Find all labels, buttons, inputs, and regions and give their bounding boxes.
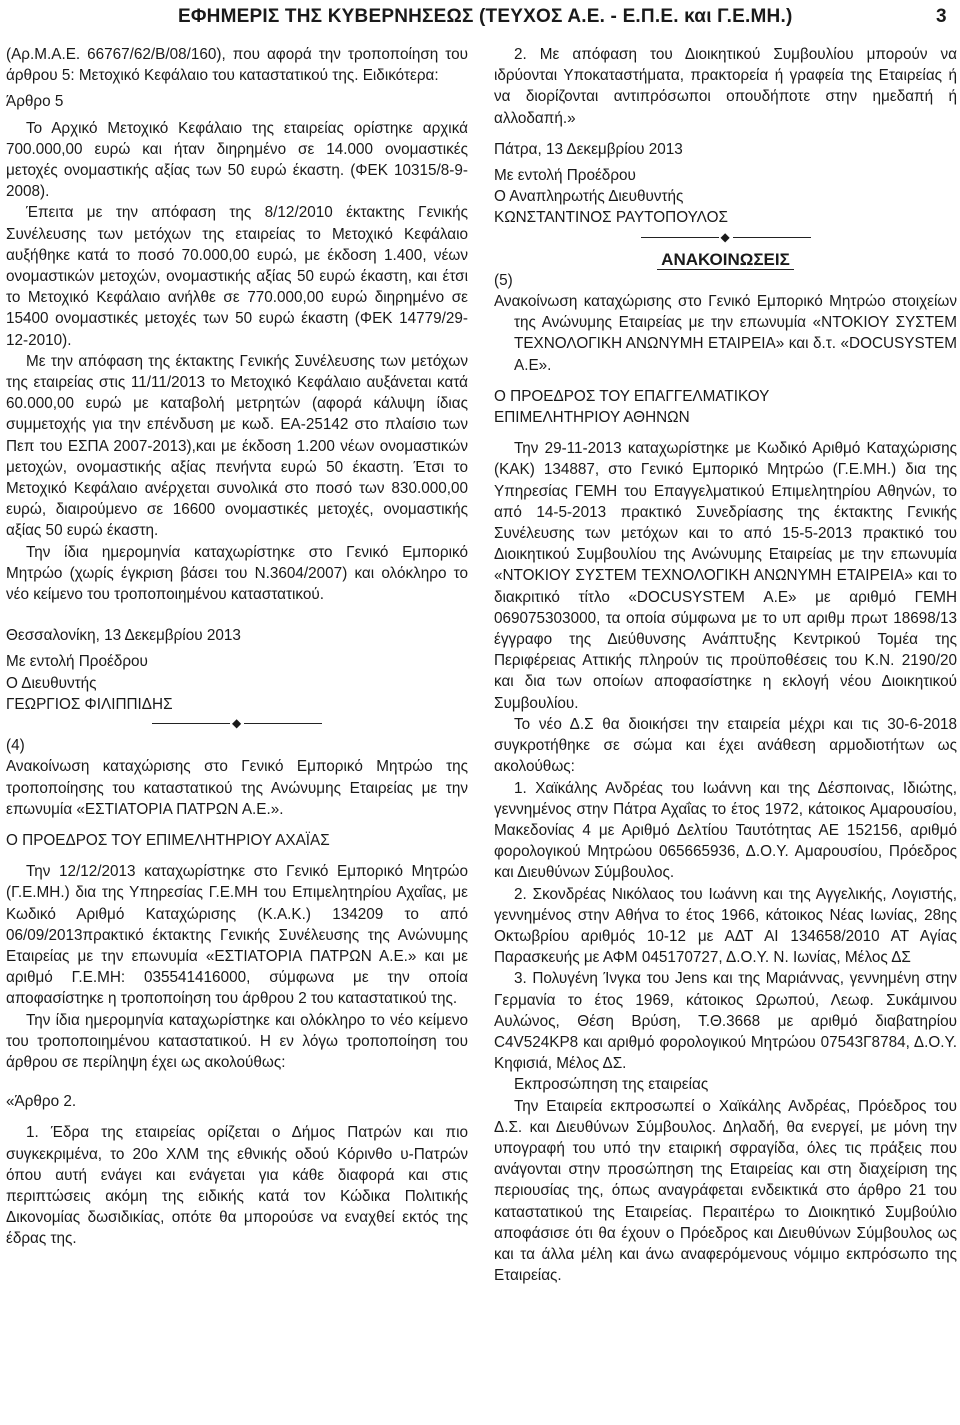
- signature-name: ΚΩΝΣΤΑΝΤΙΝΟΣ ΡΑΥΤΟΠΟΥΛΟΣ: [494, 209, 728, 227]
- announcement-number: (5): [494, 271, 513, 289]
- paragraph: Την Εταιρεία εκπροσωπεί ο Χαϊκάλης Ανδρέας, Πρόεδρος του Δ.Σ. και Διευθύνων Σύμβουλος. Δηλαδή, θα ενεργεί, με μόνη την υπογραφή του υπό την εταιρική σφραγίδα, όλες τις πράξεις που ανάγονται στην προσώπηση της Εταιρείας και στη διαχείριση της περιουσίας της, όπως αναγράφεται ενδεικτικά στο άρθρο 21 του καταστατικού της Εταιρείας. Περαιτέρω το Διοικητικό Συμβούλιο αποφάσισε ότι θα έχουν ο Πρόεδρος και Διευθύνων Σύμβουλος ως και τα άλλα μέλη και άνω αναφερόμενους νόμιμο εκπρόσωπο της Εταιρείας.: [494, 1097, 957, 1285]
- signature-place-date: Πάτρα, 13 Δεκεμβρίου 2013: [494, 140, 683, 158]
- paragraph: 1. Χαϊκάλης Ανδρέας του Ιωάννη και της Δέσποινας, Ιδιώτης, γεννημένος στην Πάτρα Αχαΐας το έτος 1972, κάτοικος Αμαρουσίου, Μακεδονίας 4 με Αριθμό Δελτίου Ταυτότητας ΑΕ 152156, αριθμό φορολογικού Μητρώου 065665936, Δ.Ο.Υ. Αμαρουσίου, Πρόεδρος και Διευθύνων Σύμβουλος.: [494, 779, 957, 882]
- page-header: [0, 0, 960, 40]
- paragraph: 1. Έδρα της εταιρείας ορίζεται ο Δήμος Πατρών και πιο συγκεκριμένα, το 20ο ΧΛΜ της εθνικής οδού Κόρινθο υ-Πατρών όπου αυτή ενάγει και ενάγεται για κάθε διαφορά και στις περιπτώσεις ακόμη της ειδικής κατά τον Κώδικα Πολιτικής Δικονομίας δωσιδικίας, οπότε θα μπορούσε να εναχθεί εκτός της έδρας της.: [6, 1124, 468, 1248]
- signature-place-date: Θεσσαλονίκη, 13 Δεκεμβρίου 2013: [6, 627, 241, 645]
- paragraph: 3. Πολυγένη Ίνγκα του Jens και της Μαριάννας, γεννημένη στην Γερμανία το έτος 1969, κάτοικος Ωρωπού, Λεωφ. Συκάμινου Αυλώνος, Θέση Βρύση, Τ.Θ.3668 με αριθμό διαβατηρίου C4V524KP8 και αριθμό φορολογικού Μητρώου 07543Γ8784, Δ.Ο.Υ. Κηφισιά, Μέλος ΔΣ.: [494, 970, 957, 1073]
- article-title: Άρθρο 5: [6, 93, 64, 111]
- announcement-number: (4): [6, 737, 25, 755]
- journal-title: ΕΦΗΜΕΡΙΣ ΤΗΣ ΚΥΒΕΡΝΗΣΕΩΣ (ΤΕΥΧΟΣ Α.Ε. - Ε.Π.Ε. και Γ.Ε.ΜΗ.): [178, 6, 793, 27]
- diamond-icon: ◆: [232, 716, 242, 731]
- section-divider: [152, 717, 322, 731]
- announcement-summary: Ανακοίνωση καταχώρισης στο Γενικό Εμπορικό Μητρώο στοιχείων της Ανώνυμης Εταιρείας με την επωνυμία «ΝΤΟΚΙΟΥ ΣΥΣΤΕΜ ΤΕΧΝΟΛΟΓΙΚΗ ΑΝΩΝΥΜΗ ΕΤΑΙΡΕΙΑ» και δ.τ. «DOCUSYSTEM Α.Ε».: [494, 293, 957, 374]
- announcement-heading-line-1: Ο ΠΡΟΕΔΡΟΣ ΤΟΥ ΕΠΑΓΓΕΛΜΑΤΙΚΟΥ: [494, 387, 770, 405]
- paragraph: Το νέο Δ.Σ θα διοικήσει την εταιρεία μέχρι και τις 30-6-2018 συγκροτήθηκε σε σώμα και έχει ανάθεση αρμοδιοτήτων ως ακολούθως:: [494, 715, 957, 776]
- signature-name: ΓΕΩΡΓΙΟΣ ΦΙΛΙΠΠΙΔΗΣ: [6, 695, 173, 713]
- signature-order: Με εντολή Προέδρου: [6, 653, 148, 671]
- right-column: [494, 44, 957, 1286]
- signature-role: Ο Αναπληρωτής Διευθυντής: [494, 188, 684, 206]
- paragraph: 2. Σκονδρέας Νικόλαος του Ιωάννη και της Αγγελικής, Λογιστής, γεννημένος στην Αθήνα το έτος 1966, κάτοικος Νέας Ιωνίας, 28ης Οκτωβρίου αριθμός 10-12 με ΑΔΤ ΑΙ 134658/2010 ΑΤ Αγίας Παρασκευής με ΑΦΜ 045170727, Δ.Ο.Υ. Ν. Ιωνίας, Μέλος ΔΣ: [494, 885, 957, 967]
- announcement-heading: Ο ΠΡΟΕΔΡΟΣ ΤΟΥ ΕΠΙΜΕΛΗΤΗΡΙΟΥ ΑΧΑΪΑΣ: [6, 831, 330, 849]
- diamond-icon: ◆: [720, 229, 730, 244]
- announcement-heading-line-2: ΕΠΙΜΕΛΗΤΗΡΙΟΥ ΑΘΗΝΩΝ: [494, 409, 690, 427]
- paragraph: Την 12/12/2013 καταχωρίστηκε στο Γενικό Εμπορικό Μητρώο (Γ.Ε.ΜΗ.) δια της Υπηρεσίας Γ.Ε.ΜΗ του Επιμελητηρίου Αχαΐας, με Κωδικό Αριθμό Καταχώρισης (Κ.Α.Κ.) 134209 το από 06/09/2013πρακτικό έκτακτης Γενικής Συνέλευσης της Ανώνυμης Εταιρείας με την επωνυμία «ΕΣΤΙΑΤΟΡΙΑ ΠΑΤΡΩΝ Α.Ε.» και με αριθμό Γ.Ε.ΜΗ: 035541416000, σύμφωνα με την οποία αποφασίστηκε η τροποποίηση του άρθρου 2 του καταστατικού της.: [6, 863, 468, 1008]
- section-title: ΑΝΑΚΟΙΝΩΣΕΙΣ: [494, 249, 957, 270]
- paragraph: Εκπροσώπηση της εταιρείας: [514, 1076, 709, 1094]
- section-divider: [641, 231, 811, 245]
- paragraph: Το Αρχικό Μετοχικό Κεφάλαιο της εταιρείας ορίστηκε αρχικά 700.000,00 ευρώ και ήταν διηρημένο σε 14.000 ονομαστικές μετοχές ονομαστικής αξίας των 50 ευρώ έκαστη. (ΦΕΚ 10315/8-9-2008).: [6, 119, 468, 201]
- announcement-summary: Ανακοίνωση καταχώρισης στο Γενικό Εμπορικό Μητρώο της τροποποίησης του καταστατικού της Ανώνυμης Εταιρείας με την επωνυμία «ΕΣΤΙΑΤΟΡΙΑ ΠΑΤΡΩΝ Α.Ε.».: [6, 758, 468, 818]
- paragraph: Την ίδια ημερομηνία καταχωρίστηκε στο Γενικό Εμπορικό Μητρώο (χωρίς έγκριση βάσει του Ν.3604/2007) και ολόκληρο το νέο κείμενο του τροποποιημένου καταστατικού.: [6, 543, 468, 604]
- paragraph: Την 29-11-2013 καταχωρίστηκε με Κωδικό Αριθμό Καταχώρισης (ΚΑΚ) 134887, στο Γενικό Εμπορικό Μητρώο (Γ.Ε.ΜΗ.) δια της Υπηρεσίας ΓΕΜΗ του Επαγγελματικού Επιμελητηρίου Αθηνών, το από 14-5-2013 πρακτικό Συνεδρίασης της έκτακτης Γενικής Συνέλευσης των μετόχων και το από 15-5-2013 πρακτικό του Διοικητικού Συμβουλίου της Ανώνυμης Εταιρείας με την επωνυμία «ΝΤΟΚΙΟΥ ΣΥΣΤΕΜ ΤΕΧΝΟΛΟΓΙΚΗ ΑΝΩΝΥΜΗ ΕΤΑΙΡΕΙΑ» και το διακριτικό τίτλο «DOCUSYSTEM Α.Ε» με αριθμό ΓΕΜΗ 069075303000, τα οποία σύμφωνα με το υπ αριθμ πρωτ 18698/13 έγγραφο της Διεύθυνσης Ανάπτυξης Κεντρικού Τομέα της Περιφέρειας Αττικής πληρούν τις προϋποθέσεις του Κ.Ν. 2190/20 και δια των οποίων αποφασίστηκε η εκλογή νέου Διοικητικού Συμβουλίου.: [494, 440, 957, 712]
- paragraph: 2. Με απόφαση του Διοικητικού Συμβουλίου μπορούν να ιδρύονται Υποκαταστήματα, πρακτορεία ή γραφεία της Εταιρείας ή να διορίζονται αντιπρόσωποι οπουδήποτε στην ημεδαπή ή αλλοδαπή.»: [494, 46, 957, 127]
- article-title: «Άρθρο 2.: [6, 1093, 77, 1111]
- paragraph: Με την απόφαση της έκτακτης Γενικής Συνέλευσης των μετόχων της εταιρείας στις 11/11/2013 το Μετοχικό Κεφάλαιο αυξάνεται κατά 60.000,00 ευρώ με καταβολή μετρητών (αφορά κάλυψη ίδιας συμμετοχής για την επένδυση με κωδ. ΕΑ-25142 στο πλαίσιο των Πεπ του ΕΣΠΑ 2007-2013),και με έκδοση 1.200 νέων ονομαστικών μετοχών, ονομαστικής αξίας πενήντα ευρώ 50 έκαστη. Έτσι το Μετοχικό Κεφάλαιο ανέρχεται συνολικά στο ποσό των 830.000,00 ευρώ, διαιρούμενο σε 16600 ονομαστικές μετοχές, ονομαστικής αξίας 50 ευρώ έκαστη.: [6, 352, 468, 540]
- paragraph: Την ίδια ημερομηνία καταχωρίστηκε και ολόκληρο το νέο κείμενο του τροποποιημένου καταστατικού. Η εν λόγω τροποποίηση του άρθρου σε περίληψη έχει ως ακολούθως:: [6, 1011, 468, 1071]
- page-number: 3: [936, 6, 947, 27]
- left-column: [6, 44, 468, 1250]
- signature-order: Με εντολή Προέδρου: [494, 167, 636, 185]
- paragraph: (Αρ.Μ.Α.Ε. 66767/62/Β/08/160), που αφορά την τροποποίηση του άρθρου 5: Μετοχικό Κεφάλαιο του καταστατικού της. Ειδικότερα:: [6, 46, 468, 85]
- paragraph: Έπειτα με την απόφαση της 8/12/2010 έκτακτης Γενικής Συνέλευσης των μετόχων της εταιρείας το Μετοχικό Κεφάλαιο αυξήθηκε κατά το ποσό 70.000,00 ευρώ, με έκδοση 1.400, νέων ονομαστικών μετοχών, ονομαστικής αξίας 50 ευρώ έκαστη, και έτσι το Μετοχικό Κεφάλαιο ανήλθε σε 770.000,00 ευρώ διηρημένο σε 15400 ονομαστικές μετοχές των 50 ευρώ έκαστη (ΦΕΚ 14779/29-12-2010).: [6, 204, 468, 349]
- signature-role: Ο Διευθυντής: [6, 674, 97, 692]
